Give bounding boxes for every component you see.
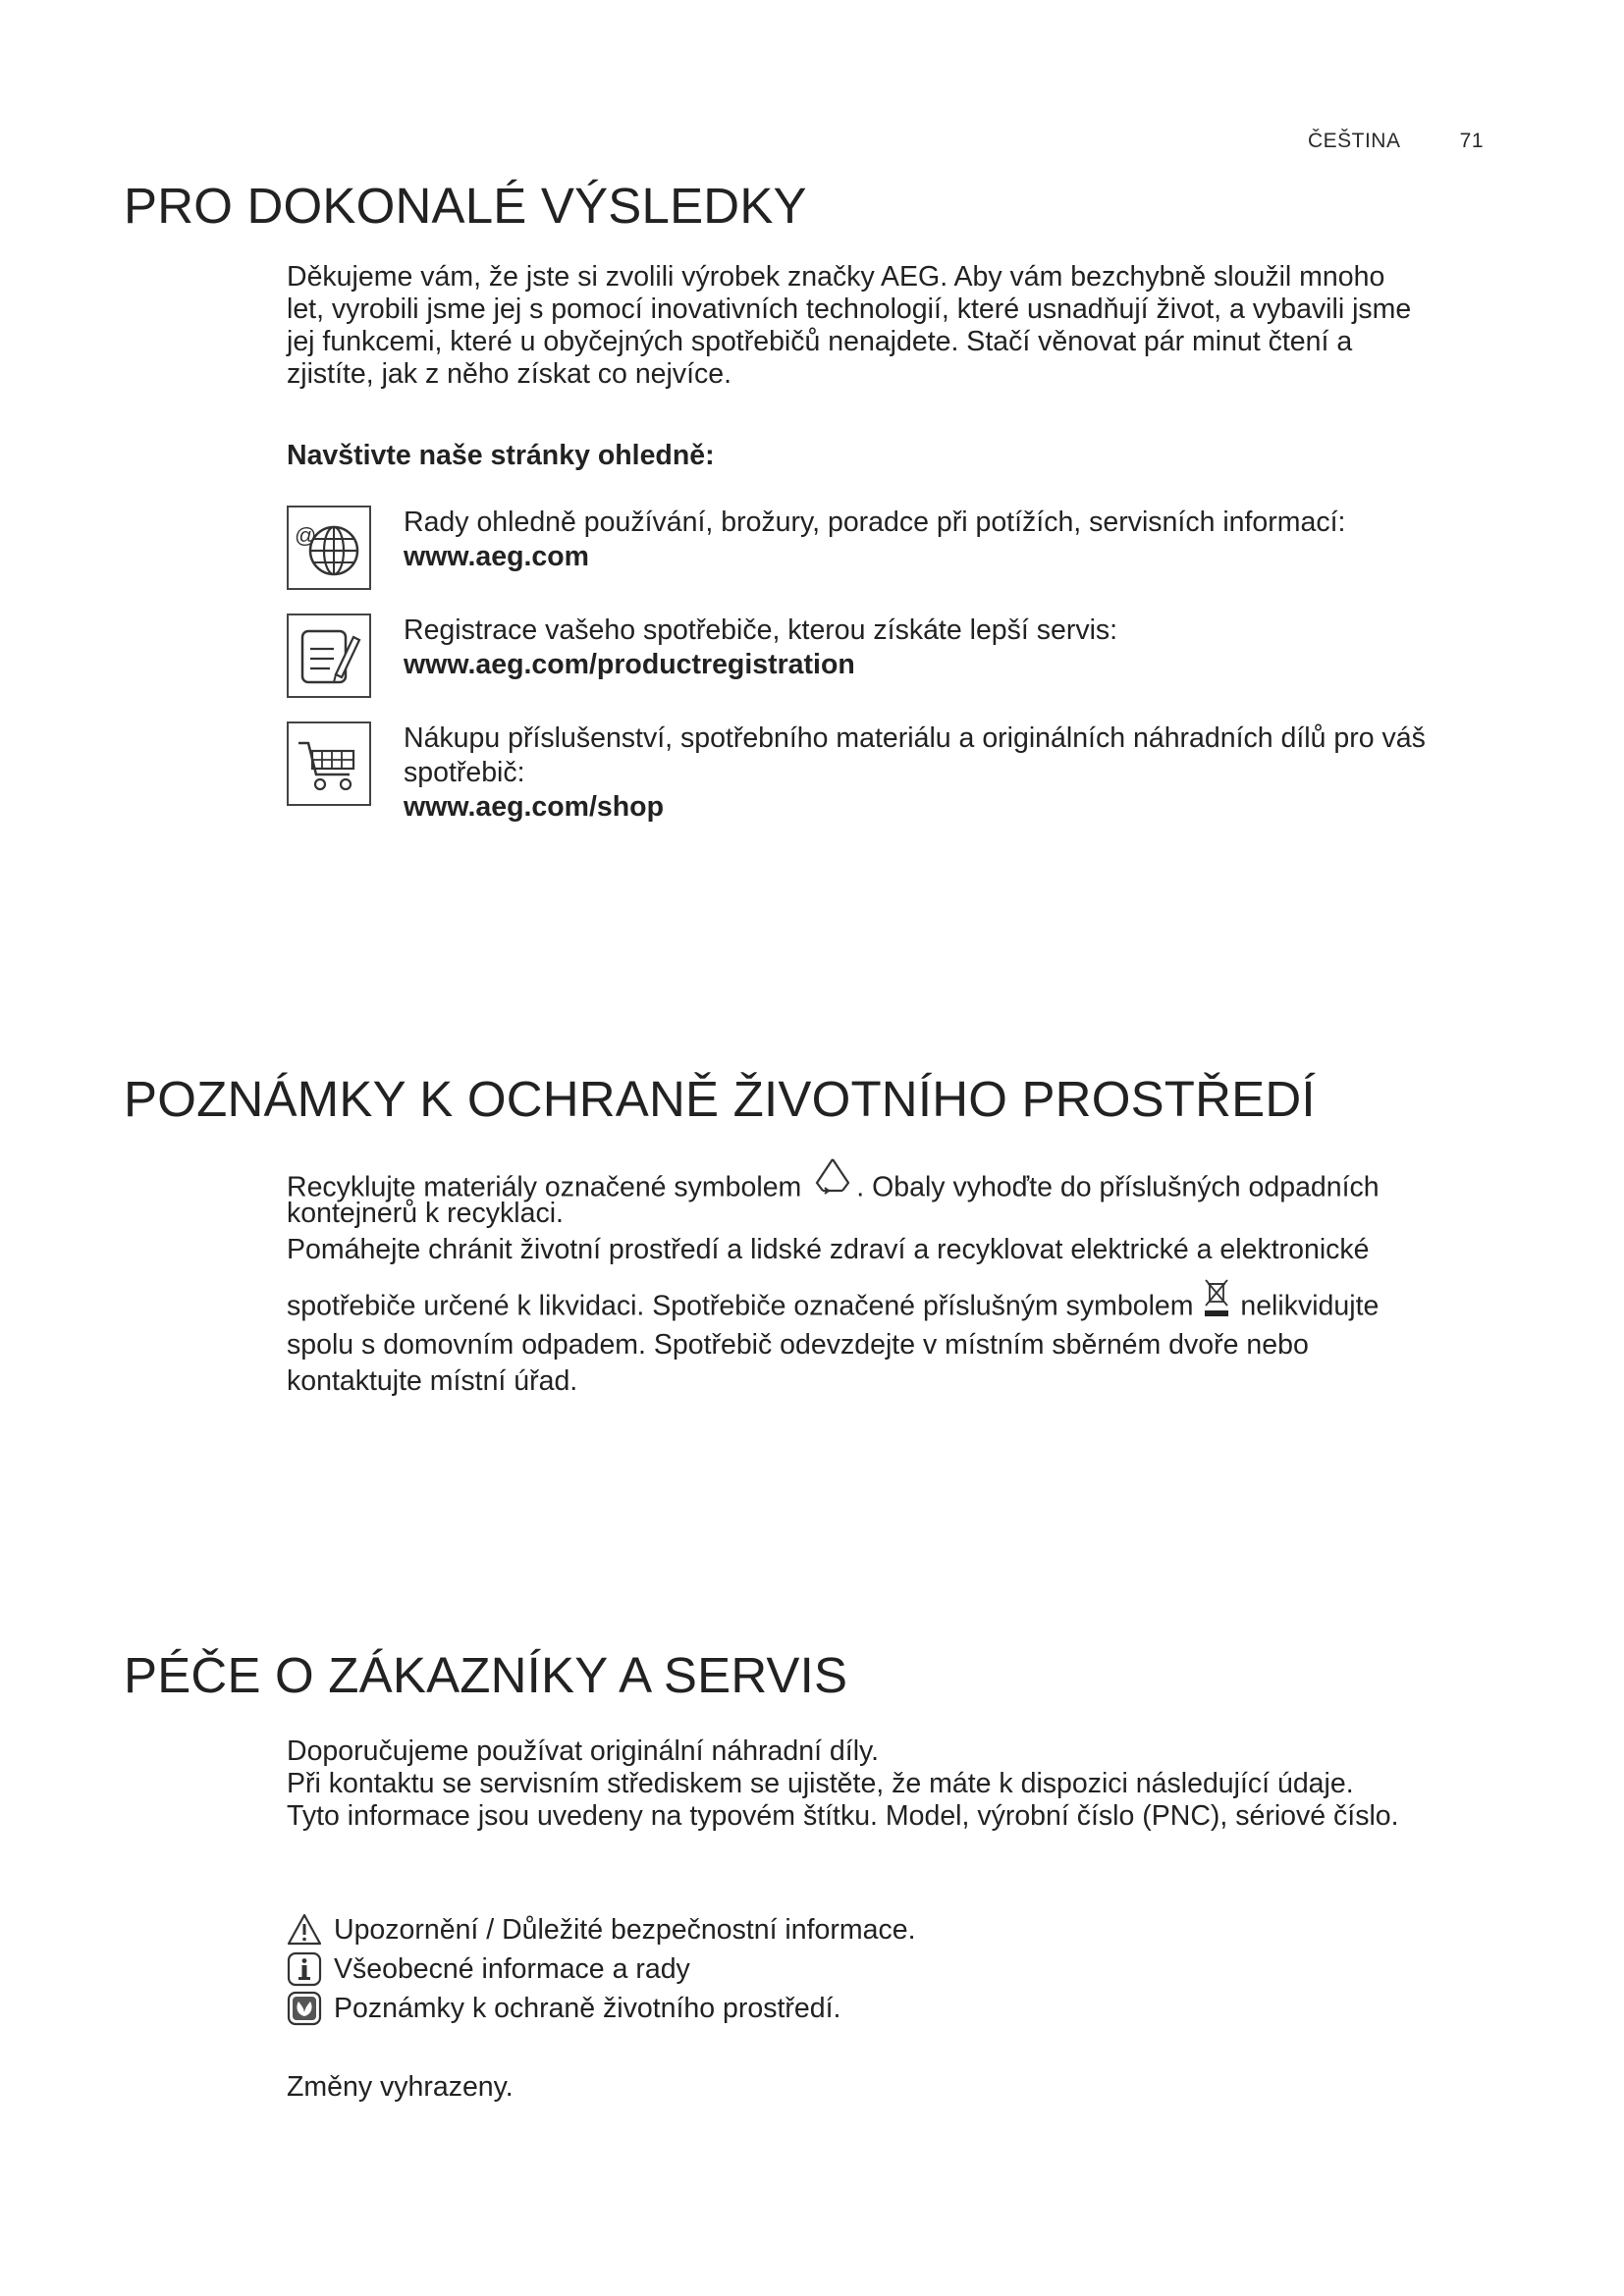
- link-product-registration[interactable]: www.aeg.com/productregistration: [404, 649, 855, 680]
- legend-text: Všeobecné informace a rady: [334, 1953, 690, 1985]
- section-title-environment: POZNÁMKY K OCHRANĚ ŽIVOTNÍHO PROSTŘEDÍ: [124, 1071, 1316, 1127]
- customer-care-line: Při kontaktu se servisním střediskem se ujistěte, že máte k dispozici následující údaje.: [287, 1768, 1354, 1799]
- section-title-customer-care: PÉČE O ZÁKAZNÍKY A SERVIS: [124, 1647, 848, 1703]
- environment-line: spolu s domovním odpadem. Spotřebič odevzdejte v místním sběrném dvoře nebo: [287, 1329, 1309, 1361]
- environment-text: . Obaly vyhoďte do příslušných odpadních: [856, 1171, 1380, 1203]
- language-label: ČEŠTINA: [1307, 130, 1400, 152]
- environment-line: Pomáhejte chránit životní prostředí a lidské zdraví a recyklovat elektrické a elektronické: [287, 1234, 1370, 1265]
- intro-line: zjistíte, jak z něho získat co nejvíce.: [287, 358, 732, 390]
- product-registration-icon: [287, 614, 371, 698]
- intro-line: let, vyrobili jsme jej s pomocí inovativních technologií, které usnadňují život, a vybavili jsme: [287, 294, 1412, 325]
- section-title-best-results: PRO DOKONALÉ VÝSLEDKY: [124, 178, 807, 234]
- environment-line: [287, 1165, 1494, 1203]
- link-shop[interactable]: www.aeg.com/shop: [404, 791, 664, 823]
- environment-line: [287, 1286, 1494, 1329]
- legend-text: Upozornění / Důležité bezpečnostní informace.: [334, 1914, 916, 1946]
- environment-text: spotřebiče určené k likvidaci. Spotřebiče označené příslušným symbolem: [287, 1290, 1194, 1322]
- page-number: 71: [1459, 130, 1484, 152]
- warning-triangle-icon: [287, 1912, 322, 1948]
- intro-line: Děkujeme vám, že jste si zvolili výrobek značky AEG. Aby vám bezchybně sloužil mnoho: [287, 261, 1385, 293]
- visit-item-description: spotřebič:: [404, 757, 525, 788]
- page-header: [1308, 130, 1484, 153]
- web-globe-icon: [287, 506, 371, 590]
- changes-reserved-note: Změny vyhrazeny.: [287, 2071, 514, 2103]
- visit-item-description: Nákupu příslušenství, spotřebního materiálu a originálních náhradních dílů pro váš: [404, 722, 1426, 754]
- visit-item-description: Registrace vašeho spotřebiče, kterou získáte lepší servis:: [404, 614, 1118, 646]
- environment-line: kontaktujte místní úřad.: [287, 1365, 578, 1397]
- customer-care-paragraph: [287, 1735, 1494, 1833]
- shopping-cart-icon: [287, 721, 371, 806]
- environment-paragraph: [287, 1165, 1494, 1398]
- legend-text: Poznámky k ochraně životního prostředí.: [334, 1993, 841, 2024]
- link-aeg-com[interactable]: www.aeg.com: [404, 541, 589, 572]
- recycling-icon: [809, 1153, 856, 1201]
- environment-icon: [287, 1991, 322, 2026]
- crossed-bin-icon: [1201, 1276, 1232, 1319]
- environment-line: kontejnerů k recyklaci.: [287, 1198, 564, 1229]
- intro-paragraph: [287, 261, 1494, 391]
- customer-care-line: Tyto informace jsou uvedeny na typovém štítku. Model, výrobní číslo (PNC), sériové číslo.: [287, 1800, 1399, 1832]
- environment-text: nelikvidujte: [1240, 1290, 1380, 1322]
- environment-text: Recyklujte materiály označené symbolem: [287, 1171, 802, 1203]
- visit-item-description: Rady ohledně používání, brožury, poradce při potížích, servisních informací:: [404, 507, 1346, 538]
- visit-heading: Navštivte naše stránky ohledně:: [287, 440, 715, 471]
- info-icon: [287, 1951, 322, 1987]
- svg-text:@: @: [295, 523, 317, 548]
- customer-care-line: Doporučujeme používat originální náhradní díly.: [287, 1735, 880, 1767]
- intro-line: jej funkcemi, které u obyčejných spotřebičů nenajdete. Stačí věnovat pár minut čtení a: [287, 326, 1353, 357]
